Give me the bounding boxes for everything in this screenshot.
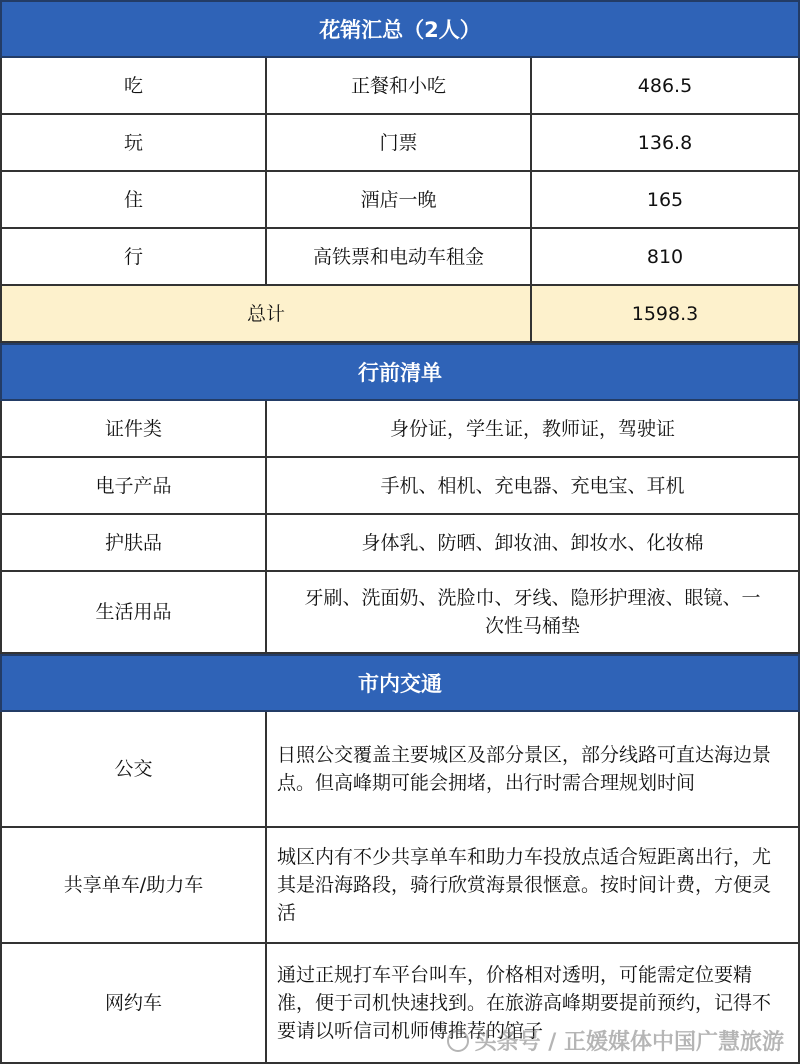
cost-title: 花销汇总（2人）	[319, 18, 481, 42]
cost-category: 吃	[0, 58, 267, 115]
transport-title: 市内交通	[358, 672, 442, 696]
cost-category: 玩	[0, 115, 267, 172]
cost-item: 高铁票和电动车租金	[267, 229, 532, 286]
packing-category: 生活用品	[0, 572, 267, 654]
cost-amount: 165	[532, 172, 800, 229]
total-label: 总计	[0, 286, 532, 343]
transport-mode: 公交	[0, 712, 267, 828]
total-value: 1598.3	[532, 286, 800, 343]
packing-category: 护肤品	[0, 515, 267, 572]
cost-category: 住	[0, 172, 267, 229]
cost-item: 正餐和小吃	[267, 58, 532, 115]
cost-amount: 136.8	[532, 115, 800, 172]
packing-row	[0, 572, 800, 654]
packing-items: 牙刷、洗面奶、洗脸巾、牙线、隐形护理液、眼镜、一次性马桶垫	[267, 572, 800, 654]
cost-row	[0, 229, 800, 286]
cost-category: 行	[0, 229, 267, 286]
packing-items: 身体乳、防晒、卸妆油、卸妆水、化妆棉	[267, 515, 800, 572]
transport-section-header	[0, 654, 800, 712]
packing-row	[0, 458, 800, 515]
packing-items: 身份证，学生证，教师证，驾驶证	[267, 401, 800, 458]
cost-row	[0, 172, 800, 229]
cost-amount: 810	[532, 229, 800, 286]
transport-mode: 网约车	[0, 944, 267, 1064]
packing-category: 电子产品	[0, 458, 267, 515]
transport-row	[0, 828, 800, 944]
cost-total-row	[0, 286, 800, 343]
transport-desc: 城区内有不少共享单车和助力车投放点适合短距离出行，尤其是沿海路段，骑行欣赏海景很惬意。按时间计费，方便灵活	[267, 828, 800, 944]
watermark-logo-icon	[447, 1030, 469, 1052]
cost-row	[0, 58, 800, 115]
cost-amount: 486.5	[532, 58, 800, 115]
packing-title: 行前清单	[358, 361, 442, 385]
cost-item: 门票	[267, 115, 532, 172]
packing-row	[0, 401, 800, 458]
cost-item: 酒店一晚	[267, 172, 532, 229]
cost-row	[0, 115, 800, 172]
packing-category: 证件类	[0, 401, 267, 458]
cost-section-header	[0, 0, 800, 58]
transport-mode: 共享单车/助力车	[0, 828, 267, 944]
transport-desc: 通过正规打车平台叫车，价格相对透明，可能需定位要精准，便于司机快速找到。在旅游高峰期要提前预约，记得不要请以听信司机师傅推荐的馆子	[267, 944, 800, 1064]
watermark	[447, 1025, 784, 1056]
transport-row	[0, 712, 800, 828]
packing-section-header	[0, 343, 800, 401]
watermark-text: 头条号 / 正媛媒体中国广慧旅游	[474, 1030, 784, 1055]
packing-items: 手机、相机、充电器、充电宝、耳机	[267, 458, 800, 515]
packing-row	[0, 515, 800, 572]
transport-desc: 日照公交覆盖主要城区及部分景区，部分线路可直达海边景点。但高峰期可能会拥堵，出行时需合理规划时间	[267, 712, 800, 828]
